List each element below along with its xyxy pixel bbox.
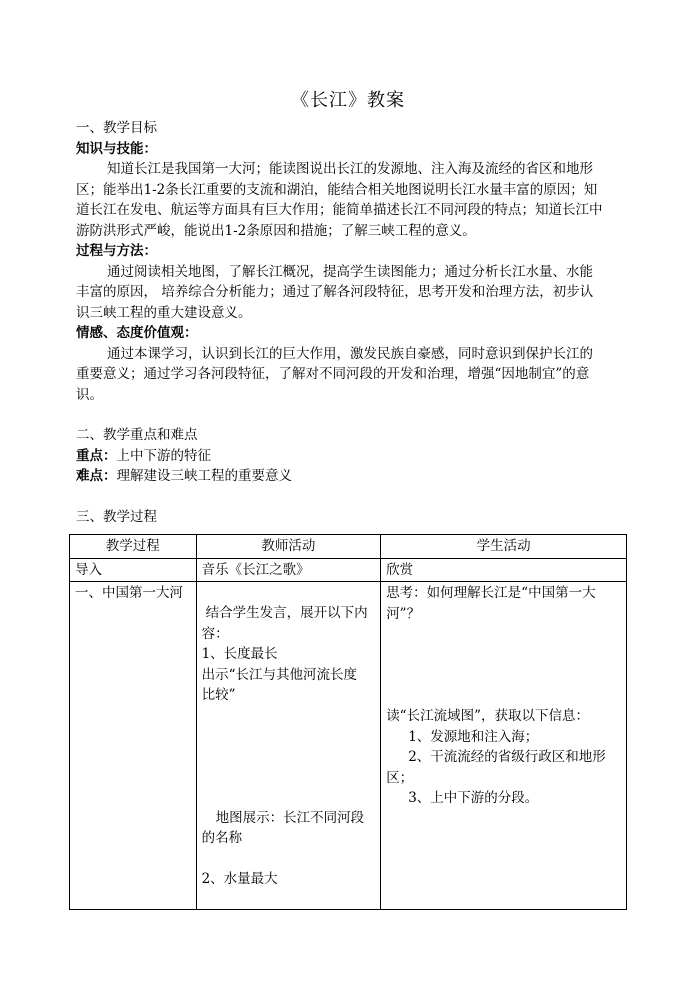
stage-cell: 导入 — [70, 558, 197, 582]
document-body — [76, 118, 624, 527]
emotion-line: 通过本课学习，认识到长江的巨大作用，激发民族自豪感，同时意识到保护长江的 — [107, 345, 594, 362]
teacher-text: 结合学生发言，展开以下内 — [205, 605, 368, 621]
student-cell: 欣赏 — [381, 558, 627, 582]
knowledge-line: 区；能举出1-2条长江重要的支流和湖泊，能结合相关地图说明长江水量丰富的原因；知 — [76, 181, 598, 198]
column-header: 教学过程 — [70, 535, 197, 559]
teacher-text: 地图展示：长江不同河段 — [215, 809, 365, 826]
teacher-cell — [196, 582, 381, 910]
process-table — [69, 534, 627, 910]
difficulty-label: 难点： — [76, 468, 117, 484]
teacher-text: 1、长度最长 — [201, 646, 278, 662]
student-cell — [381, 582, 627, 910]
student-text: 河”？ — [386, 605, 421, 622]
section-heading-keypoints: 二、教学重点和难点 — [76, 427, 198, 443]
student-text: 1、发源地和注入海； — [408, 728, 539, 745]
focus-label: 重点： — [76, 447, 117, 464]
knowledge-line: 游防洪形式严峻，能说出1-2条原因和措施；了解三峡工程的意义。 — [76, 222, 476, 239]
teacher-text: 2、水量最大 — [201, 870, 278, 887]
emotion-line: 识。 — [76, 386, 103, 403]
spacer — [76, 405, 624, 425]
teacher-text: 容： — [201, 625, 229, 642]
process-line: 通过阅读相关地图，了解长江概况，提高学生读图能力；通过分析长江水量、水能 — [107, 263, 594, 280]
process-line: 丰富的原因， 培养综合分析能力；通过了解各河段特征，思考开发和治理方法，初步认 — [76, 284, 594, 300]
teacher-cell: 音乐《长江之歌》 — [196, 558, 381, 582]
document-title: 《长江》教案 — [291, 90, 405, 111]
student-text: 思考：如何理解长江是“中国第一大 — [386, 585, 596, 601]
section-heading-goals: 一、教学目标 — [76, 120, 157, 136]
column-header: 教师活动 — [196, 535, 381, 559]
focus-text: 上中下游的特征 — [116, 447, 211, 464]
table-row — [70, 582, 627, 910]
process-line: 识三峡工程的重大建设意义。 — [76, 304, 252, 321]
process-label: 过程与方法： — [76, 243, 157, 259]
knowledge-label: 知识与技能： — [76, 140, 157, 157]
difficulty-line — [76, 466, 624, 487]
teacher-text: 的名称 — [201, 830, 243, 846]
knowledge-line: 知道长江是我国第一大河；能读图说出长江的发源地、注入海及流经的省区和地形 — [107, 161, 594, 177]
emotion-line: 重要意义；通过学习各河段特征，了解对不同河段的开发和治理，增强“因地制宜”的意 — [76, 366, 590, 382]
column-header: 学生活动 — [381, 535, 627, 559]
focus-line — [76, 446, 624, 467]
student-text: 3、上中下游的分段。 — [408, 790, 539, 806]
table-row — [70, 558, 627, 582]
student-text: 读“长江流域图”，获取以下信息： — [386, 708, 589, 724]
section-heading-process: 三、教学过程 — [76, 508, 157, 525]
student-text: 2、干流流经的省级行政区和地形 — [408, 749, 606, 765]
stage-cell: 一、中国第一大河 — [70, 582, 197, 910]
knowledge-line: 道长江在发电、航运等方面具有巨大作用；能简单描述长江不同河段的特点；知道长江中 — [76, 202, 603, 218]
table-header-row — [70, 535, 627, 559]
teacher-text: 出示“长江与其他河流长度 — [201, 666, 357, 683]
difficulty-text: 理解建设三峡工程的重要意义 — [116, 468, 292, 484]
spacer — [76, 487, 624, 507]
teacher-text: 比较” — [201, 687, 236, 703]
emotion-label: 情感、态度价值观： — [76, 325, 198, 341]
student-text: 区； — [386, 769, 414, 786]
